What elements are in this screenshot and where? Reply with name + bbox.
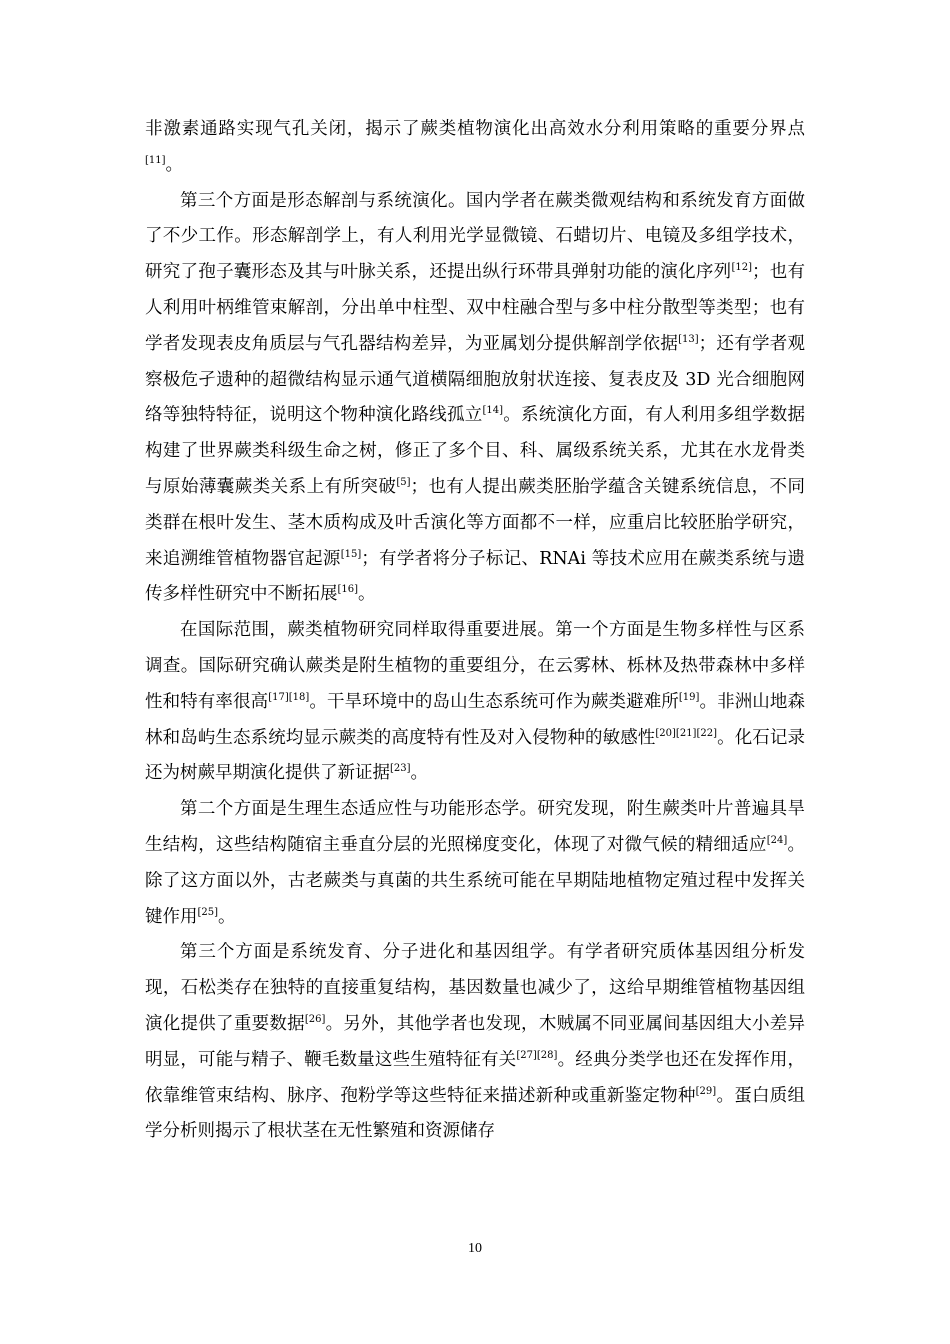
citation-ref: [26] bbox=[304, 1013, 326, 1025]
citation-ref: [24] bbox=[766, 834, 788, 846]
text-run: 。 bbox=[410, 763, 429, 784]
citation-ref: [11] bbox=[145, 154, 166, 166]
text-run: 。蛋白质组学分析则揭示了根状茎在无性繁殖和资源储存 bbox=[145, 1085, 806, 1142]
paragraph bbox=[145, 613, 805, 792]
citation-ref: [27][28] bbox=[516, 1049, 558, 1061]
text-run: ；也有人提出蕨类胚胎学蕴含关键系统信息，不同类群在根叶发生、茎木质构成及叶舌演化等方面都不一样，应重启比较胚胎学研究，来追溯维管植物器官起源 bbox=[145, 476, 806, 569]
paragraph bbox=[145, 792, 805, 935]
text-run: 。干旱环境中的岛山生态系统可作为蕨类避难所 bbox=[309, 691, 679, 712]
text-run: 第三个方面是形态解剖与系统演化。国内学者在蕨类微观结构和系统发育方面做了不少工作。形态解剖学上，有人利用光学显微镜、石蜡切片、电镜及多组学技术，研究了孢子囊形态及其与叶脉关系，还提出纵行环带具弹射功能的演化序列 bbox=[145, 190, 805, 283]
paragraph bbox=[145, 935, 805, 1150]
text-run: 第三个方面是系统发育、分子进化和基因组学。有学者研究质体基因组分析发现，石松类存在独特的直接重复结构，基因数量也减少了，这给早期维管植物基因组演化提供了重要数据 bbox=[145, 942, 805, 1034]
text-run: 。除了这方面以外，古老蕨类与真菌的共生系统可能在早期陆地植物定殖过程中发挥关键作用 bbox=[145, 834, 805, 927]
text-run: ；还有学者观察极危孑遗种的超微结构显示通气道横隔细胞放射状连接、复表皮及 3D 光合细胞网络等独特特征，说明这个物种演化路线孤立 bbox=[145, 333, 806, 426]
citation-ref: [16] bbox=[337, 584, 359, 596]
text-run: ；也有人利用叶柄维管束解剖，分出单中柱型、双中柱融合型与多中柱分散型等类型；也有学者发现表皮角质层与气孔器结构差异，为亚属划分提供解剖学依据 bbox=[145, 262, 806, 354]
text-run: 。另外，其他学者也发现，木贼属不同亚属间基因组大小差异明显，可能与精子、鞭毛数量这些生殖特征有关 bbox=[145, 1013, 806, 1070]
text-run: 第二个方面是生理生态适应性与功能形态学。研究发现，附生蕨类叶片普遍具旱生结构，这些结构随宿主垂直分层的光照梯度变化，体现了对微气候的精细适应 bbox=[145, 799, 805, 855]
citation-ref: [13] bbox=[678, 333, 699, 345]
text-run: 。化石记录还为树蕨早期演化提供了新证据 bbox=[145, 727, 806, 784]
body-text bbox=[145, 112, 805, 1150]
citation-ref: [19] bbox=[678, 691, 700, 703]
citation-ref: [15] bbox=[340, 548, 362, 560]
citation-ref: [29] bbox=[695, 1085, 717, 1097]
citation-ref: [12] bbox=[731, 262, 752, 274]
text-run: 。 bbox=[218, 906, 236, 927]
text-run: ；有学者将分子标记、RNAi 等技术应用在蕨类系统与遗传多样性研究中不断拓展 bbox=[145, 548, 805, 605]
text-run: 。非洲山地森林和岛屿生态系统均显示蕨类的高度特有性及对入侵物种的敏感性 bbox=[145, 691, 806, 748]
citation-ref: [5] bbox=[396, 476, 411, 488]
text-run: 。系统演化方面，有人利用多组学数据构建了世界蕨类科级生命之树，修正了多个目、科、属级系统关系，尤其在水龙骨类与原始薄囊蕨类关系上有所突破 bbox=[145, 405, 806, 497]
citation-ref: [14] bbox=[482, 405, 504, 417]
text-run: 。 bbox=[165, 154, 184, 175]
paragraph bbox=[145, 184, 805, 614]
page-number: 10 bbox=[468, 1241, 482, 1256]
paragraph bbox=[145, 112, 805, 184]
text-run: 。 bbox=[358, 584, 376, 605]
citation-ref: [25] bbox=[197, 906, 219, 918]
text-run: 在国际范围，蕨类植物研究同样取得重要进展。第一个方面是生物多样性与区系调查。国际研究确认蕨类是附生植物的重要组分，在云雾林、栎林及热带森林中多样性和特有率很高 bbox=[145, 620, 805, 712]
text-run: 非激素通路实现气孔关闭，揭示了蕨类植物演化出高效水分利用策略的重要分界点 bbox=[145, 119, 805, 139]
citation-ref: [23] bbox=[390, 763, 411, 775]
citation-ref: [17][18] bbox=[268, 691, 310, 703]
citation-ref: [20][21][22] bbox=[655, 727, 717, 739]
text-run: 。经典分类学也还在发挥作用，依靠维管束结构、脉序、孢粉学等这些特征来描述新种或重新鉴定物种 bbox=[145, 1049, 806, 1106]
